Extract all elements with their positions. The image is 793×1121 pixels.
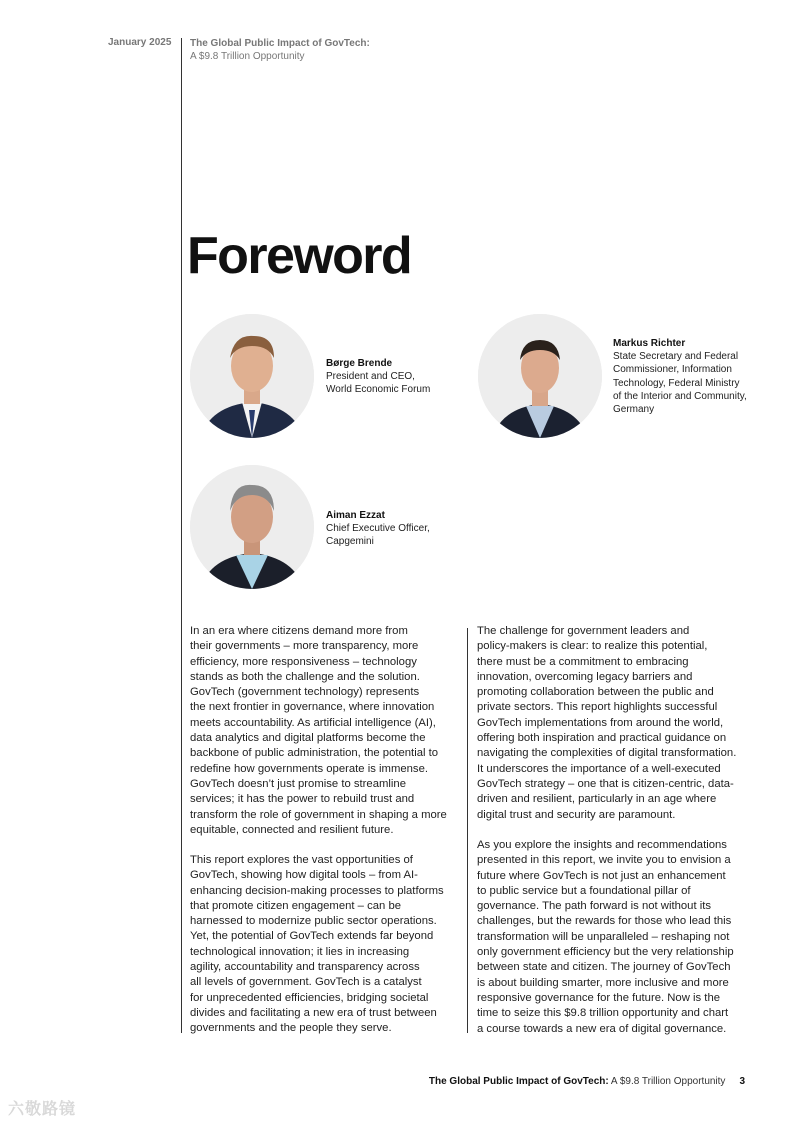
header-date: January 2025 (108, 37, 172, 48)
header-title-main: The Global Public Impact of GovTech: (190, 38, 370, 49)
column-divider (467, 628, 468, 1033)
author-role: Chief Executive Officer, Capgemini (326, 523, 430, 548)
author-block (326, 509, 430, 549)
page-title: Foreword (187, 227, 412, 285)
body-paragraph: The challenge for government leaders and policy-makers is clear: to realize this potential, there must be a commitment to embracing innovation, overcoming legacy barriers and promoting collaboration between the public and private sectors. This report highlights successful GovTech implementations from around the world, offering both inspiration and practical guidance on navigating the complexities of digital transformation. It underscores the importance of a well-executed GovTech strategy – one that is citizen-centric, data- driven and resilient, particularly in an age where digital trust and security are paramount. (477, 625, 737, 821)
author-role: State Secretary and Federal Commissioner, Information Technology, Federal Ministry of the Interior and Community, Germany (613, 351, 747, 416)
footer-title-sub: A $9.8 Trillion Opportunity (608, 1076, 726, 1087)
author-name: Markus Richter (613, 338, 686, 349)
header-title-sub: A $9.8 Trillion Opportunity (190, 51, 305, 62)
portrait-borge-brende (190, 314, 314, 438)
vertical-divider (181, 38, 182, 1033)
body-paragraph: This report explores the vast opportunities of GovTech, showing how digital tools – from AI- enhancing decision-making processes to platforms that promote citizen engagement – can be harnessed to modernize public sector operations. Yet, the potential of GovTech extends far beyond technological innovation; it lies in increasing agility, accountability and transparency across all levels of government. GovTech is a catalyst for unprecedented efficiencies, bridging societal divides and facilitating a new era of trust between governments and the people they serve. (190, 854, 444, 1035)
watermark: 六敬路镜 (8, 1101, 77, 1118)
author-block (326, 357, 430, 397)
author-role: President and CEO, World Economic Forum (326, 371, 431, 396)
page-number: 3 (739, 1076, 745, 1087)
body-paragraph: As you explore the insights and recommendations presented in this report, we invite you to envision a future where GovTech is not just an enhancement to public service but a foundational pillar of governance. The path forward is not without its challenges, but the rewards for those who lead this transformation will be unparalleled – reshaping not only government efficiency but the very relationship between state and citizen. The journey of GovTech is about building smarter, more inclusive and more responsive governance for the future. Now is the time to seize this $9.8 trillion opportunity and chart a course towards a new era of digital governance. (477, 839, 734, 1035)
portrait-markus-richter (478, 314, 602, 438)
portrait-aiman-ezzat (190, 465, 314, 589)
author-block (613, 337, 747, 416)
footer (429, 1076, 745, 1087)
header-title (190, 37, 370, 63)
author-name: Aiman Ezzat (326, 510, 385, 521)
author-name: Børge Brende (326, 358, 393, 369)
footer-title-main: The Global Public Impact of GovTech: (428, 1076, 609, 1087)
body-paragraph: In an era where citizens demand more from their governments – more transparency, more efficiency, more responsiveness – technology stands as both the challenge and the solution. GovTech (government technology) represents the next frontier in governance, where innovation meets accountability. As artificial intelligence (AI), data analytics and digital platforms become the backbone of public administration, the potential to redefine how governments operate is immense. GovTech doesn’t just promise to streamline services; it has the power to rebuild trust and transform the role of government in shaping a more equitable, connected and resilient future. (190, 625, 447, 836)
